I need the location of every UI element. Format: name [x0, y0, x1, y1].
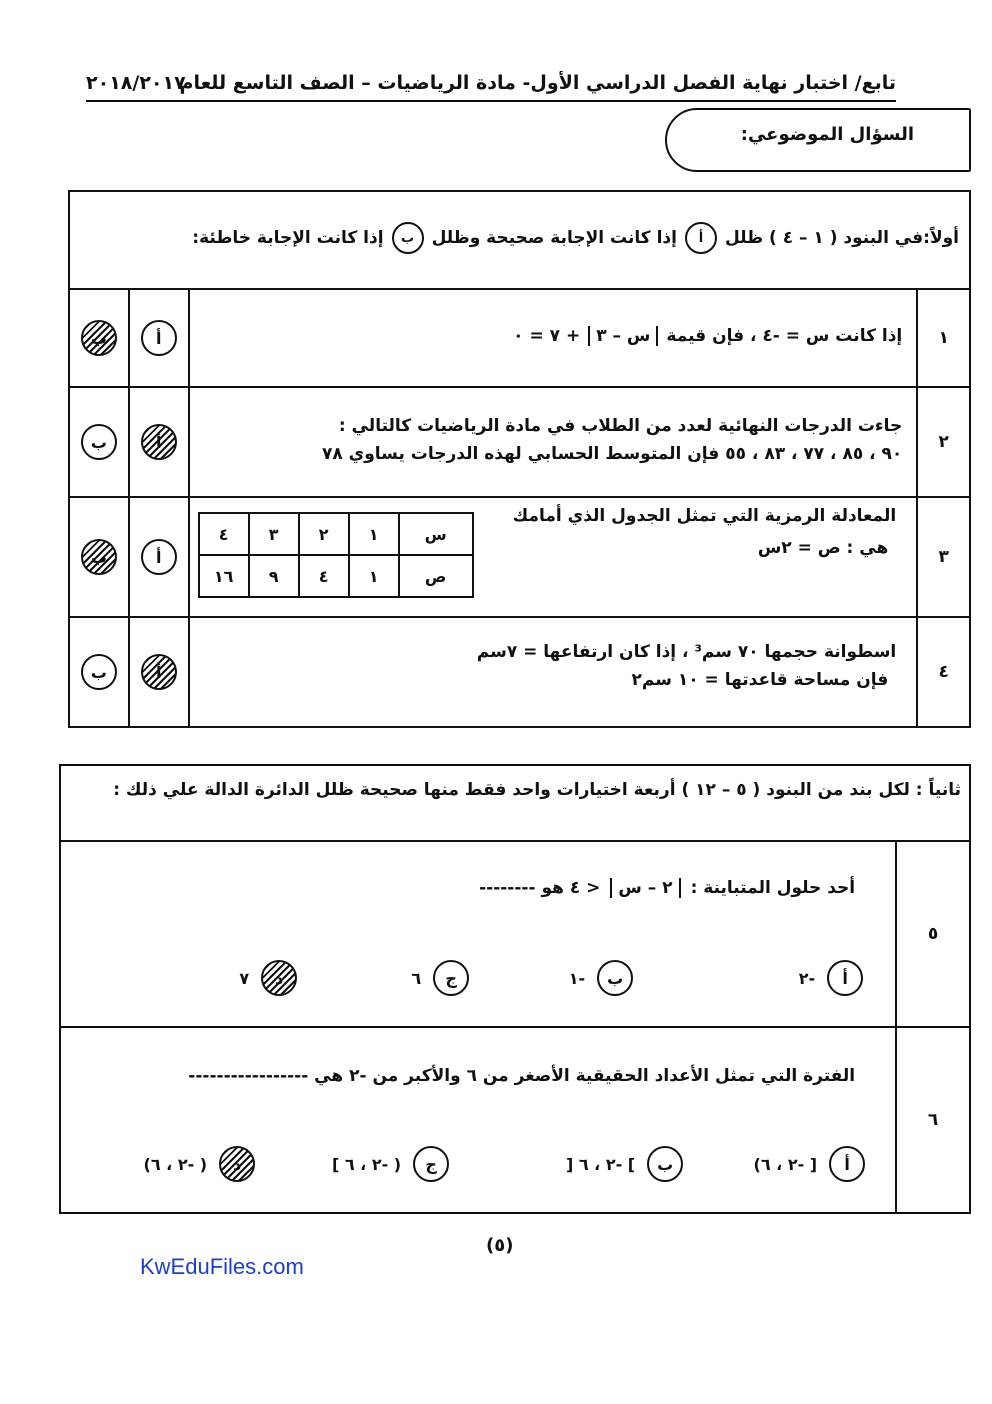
question-5-stem-a: أحد حلول المتباينة : [690, 878, 856, 898]
section2-table [59, 764, 971, 1214]
y-value: ١٦ [199, 555, 249, 597]
option-b-circle[interactable]: ب [647, 1146, 683, 1182]
question-text-cell [189, 289, 918, 387]
objective-question-label-box [665, 108, 971, 172]
question-number-1: ١ [917, 289, 970, 387]
question-number-2: ٢ [917, 387, 970, 497]
option-d-circle-shaded[interactable]: د [219, 1146, 255, 1182]
option-a-circle[interactable]: أ [141, 539, 177, 575]
footer-link[interactable]: KwEduFiles.com [140, 1254, 304, 1279]
false-circle-cell [69, 387, 129, 497]
option-b[interactable] [566, 1146, 683, 1182]
false-circle-cell [69, 617, 129, 727]
question-1-tail: + ٧ = ٠ [513, 326, 581, 346]
question-text-cell [189, 617, 918, 727]
question-row-4 [69, 617, 970, 727]
question-number-6: ٦ [896, 1027, 970, 1213]
option-a[interactable] [754, 1146, 866, 1182]
option-d-value: ( -٢ ، ٦) [143, 1154, 208, 1174]
option-b-circle[interactable]: ب [597, 960, 633, 996]
y-value: ٩ [249, 555, 299, 597]
section1-instruction [192, 222, 959, 254]
option-c[interactable] [332, 1146, 449, 1182]
option-b-circle-shaded[interactable]: ب [81, 320, 117, 356]
false-circle-cell [69, 497, 129, 617]
question-number-5: ٥ [896, 841, 970, 1027]
option-c[interactable] [411, 960, 469, 996]
question-1-text [513, 326, 902, 346]
option-b-value: -١ [568, 968, 586, 988]
instruction-part-b: إذا كانت الإجابة صحيحة وظلل [431, 228, 677, 248]
y-value: ٤ [299, 555, 349, 597]
x-value: ٤ [199, 513, 249, 555]
absolute-value-expression: ٢ – س [610, 878, 680, 898]
x-value: ٣ [249, 513, 299, 555]
option-a-circle-shaded[interactable]: أ [141, 654, 177, 690]
option-a-circle-shaded[interactable]: أ [141, 424, 177, 460]
true-circle-cell [69, 289, 129, 387]
option-a-circle[interactable]: أ [829, 1146, 865, 1182]
section1-instruction-row [69, 191, 970, 289]
question-number-4: ٤ [917, 617, 970, 727]
option-d[interactable] [144, 1146, 256, 1182]
x-value: ١ [349, 513, 399, 555]
question-2-line-2: ٩٠ ، ٨٥ ، ٧٧ ، ٨٣ ، ٥٥ فإن المتوسط الحسابي لهذه الدرجات يساوي ٧٨ [321, 444, 903, 464]
absolute-value-expression: س – ٣ [588, 326, 658, 346]
option-a-circle[interactable]: أ [141, 320, 177, 356]
option-a-value: -٢ [798, 968, 816, 988]
option-a[interactable] [799, 960, 863, 996]
option-b[interactable] [569, 960, 633, 996]
question-row-1 [69, 289, 970, 387]
option-a-value: [ -٢ ، ٦) [753, 1154, 818, 1174]
section2-instruction: ثانياً : لكل بند من البنود ( ٥ – ١٢ ) أربعة اختيارات واحد فقط منها صحيحة ظلل الدائرة الدالة علي ذلك : [113, 780, 961, 800]
option-c-value: ( -٢ ، ٦ ] [331, 1154, 402, 1174]
option-d[interactable] [239, 960, 297, 996]
instruction-part-a: أولاً:في البنود ( ١ – ٤ ) ظلل [724, 228, 959, 248]
option-b-circle[interactable]: ب [81, 424, 117, 460]
option-d-value: ٧ [239, 968, 250, 988]
question-6-stem: الفترة التي تمثل الأعداد الحقيقية الأصغر من ٦ والأكبر من -٢ هي ----------------- [188, 1066, 856, 1086]
question-row-2 [69, 387, 970, 497]
question-5-stem-b: < ٤ هو -------- [479, 878, 601, 898]
section1-table [68, 190, 971, 728]
question-row-6 [60, 1027, 970, 1213]
objective-question-label: السؤال الموضوعي: [740, 124, 914, 145]
question-text-cell [60, 841, 896, 1027]
x-value: ٢ [299, 513, 349, 555]
question-row-3 [69, 497, 970, 617]
question-number-3: ٣ [917, 497, 970, 617]
header-title: تابع/ اختبار نهاية الفصل الدراسي الأول- مادة الرياضيات – الصف التاسع للعام [179, 72, 896, 94]
question-text-cell [60, 1027, 896, 1213]
x-label: س [399, 513, 473, 555]
header-year: ٢٠١٨/٢٠١٧ [86, 72, 186, 94]
instruction-part-c: إذا كانت الإجابة خاطئة: [192, 228, 384, 248]
option-d-circle-shaded[interactable]: د [261, 960, 297, 996]
question-4-line-1: اسطوانة حجمها ٧٠ سم³ ، إذا كان ارتفاعها = ٧سم [476, 642, 897, 662]
question-text-cell [189, 497, 918, 617]
question-3-line-2: هي : ص = ٢س [757, 538, 889, 558]
values-table [198, 512, 474, 598]
y-value: ١ [349, 555, 399, 597]
true-circle-cell [129, 497, 189, 617]
true-circle-cell [129, 387, 189, 497]
false-circle-cell [129, 289, 189, 387]
true-circle-cell [129, 617, 189, 727]
question-3-line-1: المعادلة الرمزية التي تمثل الجدول الذي أمامك [512, 506, 897, 526]
question-1-stem: إذا كانت س = -٤ ، فإن قيمة [666, 326, 903, 346]
question-4-line-2: فإن مساحة قاعدتها = ١٠ سم٢ [631, 670, 889, 690]
answer-key-true-circle: أ [685, 222, 717, 254]
question-2-line-1: جاءت الدرجات النهائية لعدد من الطلاب في مادة الرياضيات كالتالي : [338, 416, 903, 436]
page-number: (٥) [486, 1235, 514, 1256]
option-c-circle[interactable]: ج [433, 960, 469, 996]
option-a-circle[interactable]: أ [827, 960, 863, 996]
option-c-value: ٦ [411, 968, 422, 988]
y-label: ص [399, 555, 473, 597]
answer-key-false-circle: ب [392, 222, 424, 254]
question-row-5 [60, 841, 970, 1027]
section2-instruction-row [60, 765, 970, 841]
option-b-circle[interactable]: ب [81, 654, 117, 690]
page-header [86, 70, 896, 102]
question-text-cell [189, 387, 918, 497]
option-c-circle[interactable]: ج [413, 1146, 449, 1182]
option-b-circle-shaded[interactable]: ب [81, 539, 117, 575]
option-b-value: ] -٢ ، ٦ [ [565, 1154, 636, 1174]
question-5-stem [479, 878, 855, 898]
